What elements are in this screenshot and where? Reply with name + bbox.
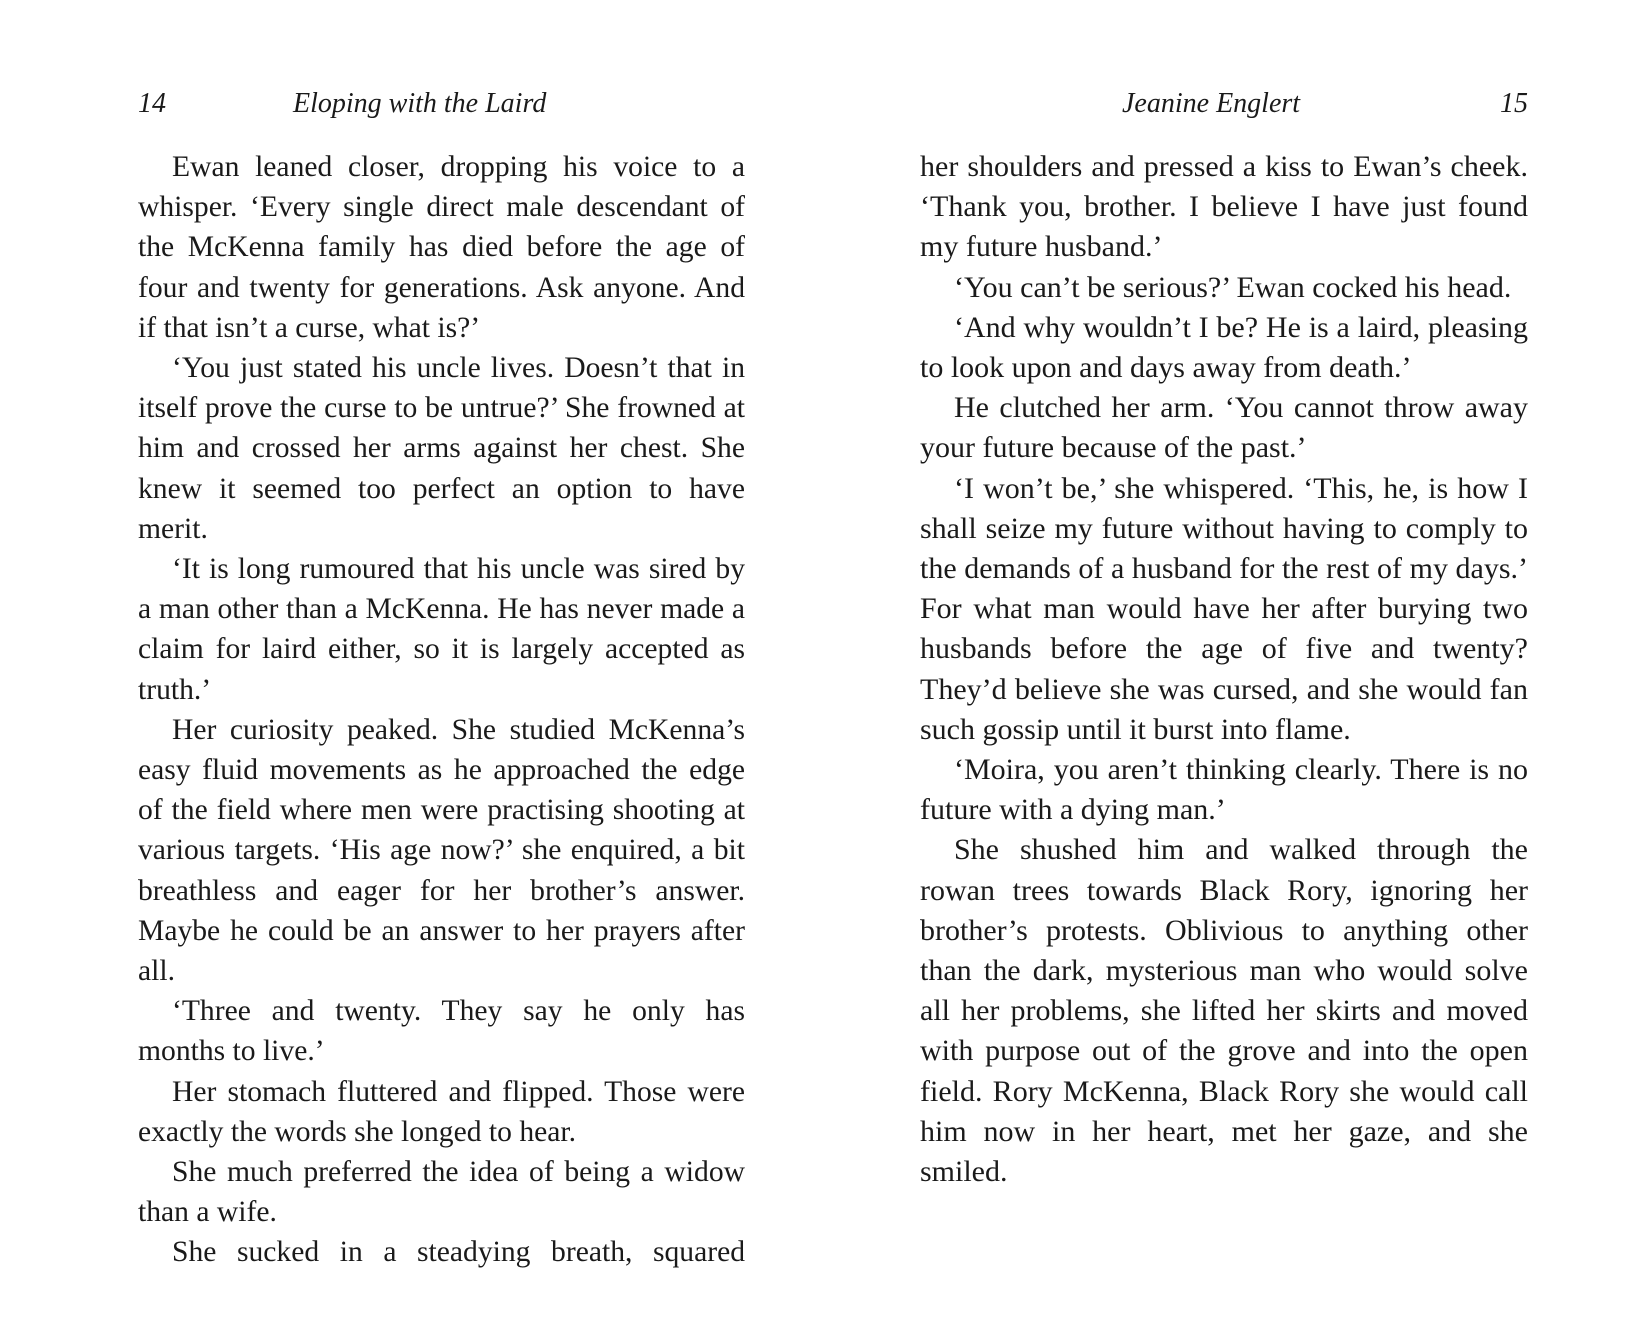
- paragraph: Her stomach fluttered and flipped. Those were exactly the words she longed to hear.: [138, 1075, 745, 1148]
- paragraph: ‘It is long rumoured that his uncle was sired by a man other than a McKenna. He has never made a claim for laird either, so it is largely accepted as truth.’: [138, 553, 745, 706]
- paragraph: She shushed him and walked through the rowan trees towards Black Rory, ignoring her brother’s protests. Oblivious to anything other than the dark, mysterious man who would solve all her problems, she lifted her skirts and moved with purpose out of the grove and into the open field. Rory McKenna, Black Rory she would call him now in her heart, met her gaze, and she smiled.: [920, 833, 1528, 1189]
- author-name-header: Jeanine Englert: [1122, 88, 1301, 119]
- paragraph-with-emphasis: ‘I won’t be,’ she whispered. ‘This, he, is how I shall seize my future without having to comply to the demands of a husband for the rest of my days.’ For what man would have her after burying two husbands before the age of five and twenty? They’d believe she was cursed, and she would fan such gossip until it burst into flame.: [920, 471, 1528, 746]
- right-text-block: [920, 147, 1528, 1192]
- paragraph: He clutched her arm. ‘You cannot throw away your future because of the past.’: [920, 391, 1528, 465]
- paragraph: ‘Three and twenty. They say he only has months to live.’: [138, 995, 745, 1068]
- paragraph: ‘Moira, you aren’t thinking clearly. There is no future with a dying man.’: [920, 753, 1528, 827]
- paragraph: ‘You just stated his uncle lives. Doesn’t that in itself prove the curse to be untrue?’ She frowned at him and crossed her arms against her chest. She knew it seemed too perfect an option to have merit.: [138, 352, 745, 545]
- paragraph: ‘And why wouldn’t I be? He is a laird, pleasing to look upon and days away from death.’: [920, 310, 1528, 385]
- paragraph: Her curiosity peaked. She studied McKenna’s easy fluid movements as he approached the edge of the field where men were practising shooting at various targets. ‘His age now?’ she enquired, a bit breathless and eager for her brother’s answer. Maybe he could be an answer to her prayers after all.: [138, 713, 745, 988]
- right-running-head: [920, 84, 1528, 124]
- left-text-block: [138, 147, 745, 1273]
- paragraph-continuation: her shoulders and pressed a kiss to Ewan’s cheek. ‘Thank you, brother. I believe I have just found my future husband.’: [920, 150, 1528, 264]
- paragraph: She much preferred the idea of being a widow than a wife.: [138, 1156, 745, 1229]
- paragraph: Ewan leaned closer, dropping his voice to a whisper. ‘Every single direct male descendant of the McKenna family has died before the age of four and twenty for generations. Ask anyone. And if that isn’t a curse, what is?’: [138, 151, 745, 344]
- paragraph: ‘You can’t be serious?’ Ewan cocked his head.: [954, 270, 1512, 304]
- left-running-head: [138, 84, 745, 124]
- book-title-header: Eloping with the Laird: [293, 88, 547, 119]
- page-number-right: 15: [1500, 88, 1528, 119]
- paragraph-continued: She sucked in a steadying breath, squared: [172, 1236, 745, 1269]
- page-number-left: 14: [138, 88, 166, 119]
